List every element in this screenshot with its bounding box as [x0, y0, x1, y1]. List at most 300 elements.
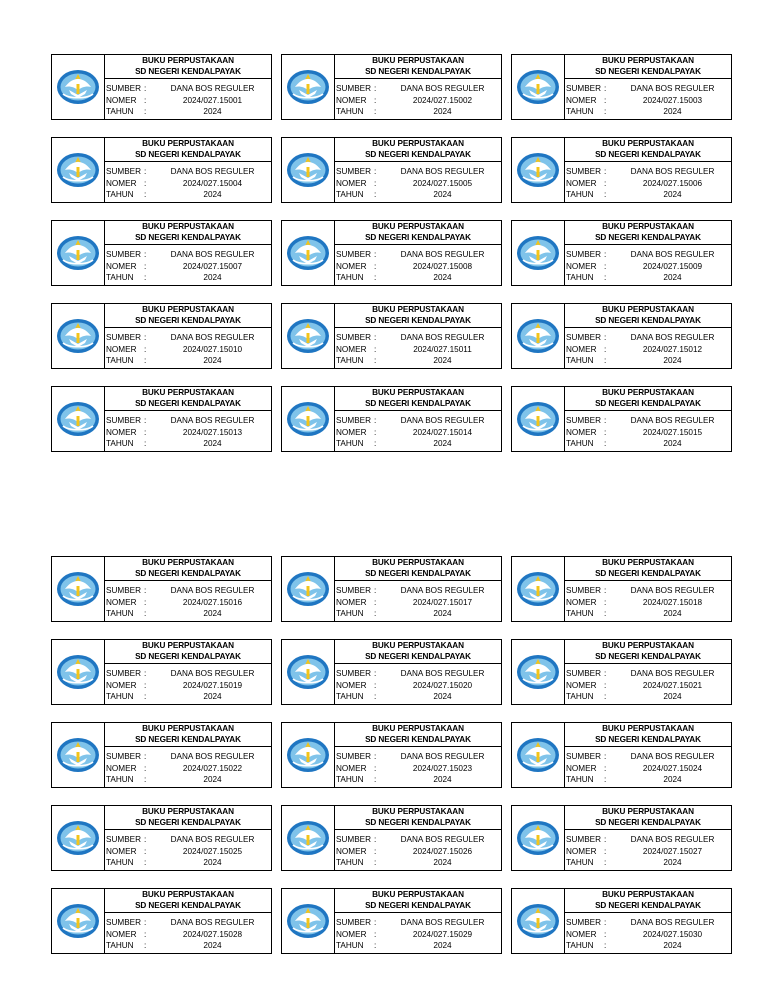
tut-wuri-handayani-logo-icon: [55, 819, 101, 857]
tahun-row: [105, 691, 271, 703]
nomer-row: [565, 597, 731, 609]
library-title: BUKU PERPUSTAKAAN: [142, 558, 234, 567]
sumber-row: [565, 751, 731, 763]
nomer-value: 2024/027.15030: [642, 929, 703, 939]
sumber-key: SUMBER: [566, 586, 602, 596]
nomer-colon: :: [604, 344, 607, 354]
label-info: [565, 557, 731, 621]
nomer-key: NOMER: [336, 763, 367, 773]
tahun-value: 2024: [433, 190, 452, 200]
sumber-colon: :: [604, 84, 607, 94]
sumber-value: DANA BOS REGULER: [400, 84, 485, 94]
library-title: BUKU PERPUSTAKAAN: [602, 641, 694, 650]
tahun-value: 2024: [433, 273, 452, 283]
tahun-row: [335, 774, 501, 786]
sumber-colon: :: [144, 416, 147, 426]
tahun-value: 2024: [663, 692, 682, 702]
tahun-row: [335, 272, 501, 284]
sumber-row: [335, 834, 501, 846]
sumber-key: SUMBER: [566, 669, 602, 679]
sumber-key: SUMBER: [336, 918, 372, 928]
school-name: SD NEGERI KENDALPAYAK: [365, 817, 471, 827]
sumber-value: DANA BOS REGULER: [400, 167, 485, 177]
book-label: [281, 805, 502, 871]
label-info: [565, 304, 731, 368]
label-body: [335, 411, 501, 451]
school-name: SD NEGERI KENDALPAYAK: [595, 734, 701, 744]
sumber-row: [335, 668, 501, 680]
nomer-value: 2024/027.15026: [412, 846, 473, 856]
tahun-value: 2024: [433, 107, 452, 117]
label-body: [335, 328, 501, 368]
sumber-value: DANA BOS REGULER: [400, 835, 485, 845]
sumber-value: DANA BOS REGULER: [400, 250, 485, 260]
label-body: [335, 913, 501, 953]
tahun-key: TAHUN: [566, 775, 594, 785]
label-body: [565, 245, 731, 285]
nomer-value: 2024/027.15017: [412, 597, 473, 607]
sumber-value: DANA BOS REGULER: [170, 835, 255, 845]
book-label: [281, 639, 502, 705]
nomer-colon: :: [144, 178, 147, 188]
logo-cell: [512, 221, 565, 285]
sumber-row: [335, 415, 501, 427]
library-title: BUKU PERPUSTAKAAN: [372, 139, 464, 148]
nomer-row: [335, 95, 501, 107]
label-header: [105, 221, 271, 245]
nomer-row: [335, 597, 501, 609]
school-name: SD NEGERI KENDALPAYAK: [365, 66, 471, 76]
tahun-value: 2024: [663, 273, 682, 283]
library-title: BUKU PERPUSTAKAAN: [142, 890, 234, 899]
sumber-key: SUMBER: [336, 416, 372, 426]
nomer-key: NOMER: [106, 846, 137, 856]
sumber-row: [105, 668, 271, 680]
tahun-colon: :: [604, 107, 607, 117]
library-title: BUKU PERPUSTAKAAN: [372, 558, 464, 567]
tahun-colon: :: [144, 356, 147, 366]
label-info: [335, 138, 501, 202]
tut-wuri-handayani-logo-icon: [515, 234, 561, 272]
nomer-colon: :: [374, 178, 377, 188]
nomer-colon: :: [144, 763, 147, 773]
school-name: SD NEGERI KENDALPAYAK: [595, 900, 701, 910]
label-body: [105, 245, 271, 285]
tahun-colon: :: [604, 858, 607, 868]
label-info: [335, 55, 501, 119]
tahun-colon: :: [604, 692, 607, 702]
sumber-key: SUMBER: [566, 416, 602, 426]
label-info: [335, 221, 501, 285]
sumber-row: [335, 83, 501, 95]
nomer-value: 2024/027.15014: [412, 427, 473, 437]
label-header: [105, 387, 271, 411]
label-header: [105, 557, 271, 581]
tut-wuri-handayani-logo-icon: [285, 736, 331, 774]
tahun-key: TAHUN: [566, 107, 594, 117]
school-name: SD NEGERI KENDALPAYAK: [135, 734, 241, 744]
tahun-value: 2024: [203, 775, 222, 785]
label-info: [335, 557, 501, 621]
library-title: BUKU PERPUSTAKAAN: [602, 807, 694, 816]
tahun-row: [105, 940, 271, 952]
nomer-key: NOMER: [106, 344, 137, 354]
logo-cell: [512, 889, 565, 953]
tahun-colon: :: [374, 858, 377, 868]
tahun-row: [335, 940, 501, 952]
tahun-row: [335, 608, 501, 620]
label-body: [335, 830, 501, 870]
label-body: [335, 245, 501, 285]
nomer-key: NOMER: [566, 261, 597, 271]
sumber-value: DANA BOS REGULER: [170, 84, 255, 94]
nomer-key: NOMER: [336, 95, 367, 105]
library-title: BUKU PERPUSTAKAAN: [142, 139, 234, 148]
tahun-row: [565, 691, 731, 703]
label-body: [565, 830, 731, 870]
sumber-row: [565, 415, 731, 427]
nomer-row: [105, 178, 271, 190]
label-header: [565, 723, 731, 747]
sumber-colon: :: [604, 333, 607, 343]
nomer-colon: :: [604, 763, 607, 773]
label-info: [105, 304, 271, 368]
nomer-value: 2024/027.15004: [182, 178, 243, 188]
school-name: SD NEGERI KENDALPAYAK: [135, 900, 241, 910]
tahun-key: TAHUN: [566, 941, 594, 951]
sumber-colon: :: [604, 918, 607, 928]
label-info: [565, 387, 731, 451]
sumber-colon: :: [604, 167, 607, 177]
sumber-value: DANA BOS REGULER: [400, 416, 485, 426]
sumber-row: [565, 83, 731, 95]
nomer-row: [565, 846, 731, 858]
tahun-key: TAHUN: [336, 692, 364, 702]
library-title: BUKU PERPUSTAKAAN: [372, 305, 464, 314]
library-title: BUKU PERPUSTAKAAN: [142, 807, 234, 816]
sumber-key: SUMBER: [106, 333, 142, 343]
tahun-colon: :: [374, 273, 377, 283]
label-info: [565, 221, 731, 285]
school-name: SD NEGERI KENDALPAYAK: [365, 398, 471, 408]
tahun-colon: :: [604, 273, 607, 283]
tahun-colon: :: [604, 439, 607, 449]
library-title: BUKU PERPUSTAKAAN: [372, 222, 464, 231]
tahun-row: [335, 189, 501, 201]
label-header: [335, 640, 501, 664]
tahun-row: [105, 774, 271, 786]
library-title: BUKU PERPUSTAKAAN: [602, 305, 694, 314]
book-label: [511, 888, 732, 954]
sumber-colon: :: [604, 752, 607, 762]
sumber-key: SUMBER: [566, 84, 602, 94]
nomer-key: NOMER: [566, 846, 597, 856]
nomer-row: [565, 344, 731, 356]
sumber-colon: :: [374, 752, 377, 762]
tahun-colon: :: [144, 941, 147, 951]
nomer-key: NOMER: [336, 929, 367, 939]
sumber-row: [335, 917, 501, 929]
sumber-value: DANA BOS REGULER: [400, 669, 485, 679]
tahun-row: [105, 189, 271, 201]
sumber-key: SUMBER: [566, 918, 602, 928]
label-body: [565, 581, 731, 621]
label-header: [565, 640, 731, 664]
sumber-key: SUMBER: [336, 250, 372, 260]
school-name: SD NEGERI KENDALPAYAK: [135, 398, 241, 408]
school-name: SD NEGERI KENDALPAYAK: [135, 651, 241, 661]
tut-wuri-handayani-logo-icon: [55, 902, 101, 940]
nomer-value: 2024/027.15023: [412, 763, 473, 773]
book-label: [51, 54, 272, 120]
tahun-colon: :: [144, 858, 147, 868]
nomer-row: [565, 427, 731, 439]
label-sheet-top: [51, 54, 732, 452]
library-title: BUKU PERPUSTAKAAN: [602, 388, 694, 397]
nomer-value: 2024/027.15024: [642, 763, 703, 773]
nomer-row: [335, 427, 501, 439]
nomer-colon: :: [374, 763, 377, 773]
sumber-row: [565, 332, 731, 344]
school-name: SD NEGERI KENDALPAYAK: [135, 66, 241, 76]
school-name: SD NEGERI KENDALPAYAK: [365, 568, 471, 578]
school-name: SD NEGERI KENDALPAYAK: [595, 398, 701, 408]
tut-wuri-handayani-logo-icon: [285, 68, 331, 106]
tahun-colon: :: [374, 190, 377, 200]
school-name: SD NEGERI KENDALPAYAK: [595, 315, 701, 325]
sumber-key: SUMBER: [106, 416, 142, 426]
book-label: [51, 722, 272, 788]
sumber-row: [335, 249, 501, 261]
tahun-key: TAHUN: [106, 439, 134, 449]
sumber-key: SUMBER: [336, 752, 372, 762]
nomer-value: 2024/027.15025: [182, 846, 243, 856]
tahun-key: TAHUN: [566, 356, 594, 366]
sumber-row: [335, 585, 501, 597]
sumber-value: DANA BOS REGULER: [170, 167, 255, 177]
label-info: [565, 889, 731, 953]
sumber-row: [335, 751, 501, 763]
tahun-colon: :: [374, 941, 377, 951]
label-info: [565, 723, 731, 787]
book-label: [281, 386, 502, 452]
sumber-colon: :: [374, 333, 377, 343]
library-title: BUKU PERPUSTAKAAN: [142, 56, 234, 65]
nomer-value: 2024/027.15020: [412, 680, 473, 690]
sumber-row: [565, 166, 731, 178]
logo-cell: [52, 723, 105, 787]
sumber-key: SUMBER: [106, 752, 142, 762]
sumber-key: SUMBER: [566, 167, 602, 177]
sumber-value: DANA BOS REGULER: [400, 333, 485, 343]
label-header: [335, 304, 501, 328]
library-title: BUKU PERPUSTAKAAN: [602, 139, 694, 148]
label-body: [565, 664, 731, 704]
label-header: [105, 640, 271, 664]
tahun-key: TAHUN: [106, 356, 134, 366]
sumber-colon: :: [374, 918, 377, 928]
nomer-row: [105, 680, 271, 692]
label-body: [105, 664, 271, 704]
library-title: BUKU PERPUSTAKAAN: [372, 807, 464, 816]
book-label: [281, 556, 502, 622]
nomer-colon: :: [374, 344, 377, 354]
tahun-colon: :: [144, 273, 147, 283]
library-title: BUKU PERPUSTAKAAN: [142, 305, 234, 314]
sumber-value: DANA BOS REGULER: [630, 586, 715, 596]
book-label: [511, 805, 732, 871]
logo-cell: [52, 557, 105, 621]
library-title: BUKU PERPUSTAKAAN: [602, 890, 694, 899]
label-info: [105, 221, 271, 285]
logo-cell: [512, 806, 565, 870]
logo-cell: [52, 304, 105, 368]
sumber-value: DANA BOS REGULER: [170, 752, 255, 762]
nomer-value: 2024/027.15008: [412, 261, 473, 271]
tahun-colon: :: [374, 609, 377, 619]
tahun-row: [565, 774, 731, 786]
label-header: [105, 889, 271, 913]
nomer-colon: :: [604, 929, 607, 939]
library-title: BUKU PERPUSTAKAAN: [602, 56, 694, 65]
tut-wuri-handayani-logo-icon: [285, 234, 331, 272]
nomer-colon: :: [374, 261, 377, 271]
nomer-value: 2024/027.15019: [182, 680, 243, 690]
sumber-key: SUMBER: [336, 84, 372, 94]
tahun-row: [105, 355, 271, 367]
nomer-row: [105, 95, 271, 107]
label-body: [105, 162, 271, 202]
tahun-key: TAHUN: [336, 107, 364, 117]
label-body: [565, 328, 731, 368]
tut-wuri-handayani-logo-icon: [515, 653, 561, 691]
book-label: [281, 888, 502, 954]
label-info: [105, 889, 271, 953]
nomer-value: 2024/027.15027: [642, 846, 703, 856]
sumber-colon: :: [144, 586, 147, 596]
book-label: [281, 303, 502, 369]
nomer-row: [565, 261, 731, 273]
sumber-colon: :: [144, 669, 147, 679]
tahun-colon: :: [604, 190, 607, 200]
nomer-row: [565, 929, 731, 941]
tahun-value: 2024: [663, 775, 682, 785]
sumber-colon: :: [374, 416, 377, 426]
book-label: [511, 54, 732, 120]
tahun-key: TAHUN: [336, 858, 364, 868]
tahun-colon: :: [144, 609, 147, 619]
sumber-row: [105, 249, 271, 261]
tahun-key: TAHUN: [566, 273, 594, 283]
nomer-key: NOMER: [566, 929, 597, 939]
tahun-value: 2024: [203, 439, 222, 449]
label-info: [335, 806, 501, 870]
tahun-colon: :: [144, 692, 147, 702]
label-body: [565, 747, 731, 787]
sumber-key: SUMBER: [106, 586, 142, 596]
sumber-row: [105, 917, 271, 929]
sumber-key: SUMBER: [106, 167, 142, 177]
nomer-colon: :: [604, 95, 607, 105]
book-label: [511, 220, 732, 286]
label-body: [335, 747, 501, 787]
nomer-key: NOMER: [566, 763, 597, 773]
sumber-key: SUMBER: [566, 752, 602, 762]
sumber-row: [105, 332, 271, 344]
sumber-value: DANA BOS REGULER: [630, 835, 715, 845]
sumber-colon: :: [144, 752, 147, 762]
book-label: [511, 137, 732, 203]
tahun-value: 2024: [433, 356, 452, 366]
library-title: BUKU PERPUSTAKAAN: [372, 388, 464, 397]
book-label: [51, 137, 272, 203]
nomer-key: NOMER: [336, 680, 367, 690]
tahun-key: TAHUN: [106, 609, 134, 619]
book-label: [51, 303, 272, 369]
tut-wuri-handayani-logo-icon: [515, 902, 561, 940]
label-info: [565, 138, 731, 202]
tahun-value: 2024: [433, 858, 452, 868]
sumber-value: DANA BOS REGULER: [400, 752, 485, 762]
label-header: [565, 138, 731, 162]
tahun-key: TAHUN: [336, 775, 364, 785]
sumber-row: [565, 585, 731, 597]
nomer-value: 2024/027.15010: [182, 344, 243, 354]
nomer-row: [105, 929, 271, 941]
tahun-value: 2024: [663, 858, 682, 868]
tahun-row: [105, 608, 271, 620]
sumber-colon: :: [374, 250, 377, 260]
sumber-value: DANA BOS REGULER: [630, 918, 715, 928]
nomer-colon: :: [144, 929, 147, 939]
label-header: [565, 889, 731, 913]
tahun-value: 2024: [433, 609, 452, 619]
book-label: [51, 805, 272, 871]
nomer-colon: :: [144, 427, 147, 437]
logo-cell: [52, 387, 105, 451]
tahun-key: TAHUN: [336, 356, 364, 366]
nomer-key: NOMER: [106, 178, 137, 188]
sumber-key: SUMBER: [336, 333, 372, 343]
label-info: [335, 640, 501, 704]
book-label: [281, 220, 502, 286]
nomer-value: 2024/027.15011: [413, 344, 472, 354]
sumber-row: [335, 166, 501, 178]
book-label: [511, 722, 732, 788]
nomer-colon: :: [144, 344, 147, 354]
nomer-key: NOMER: [336, 427, 367, 437]
tahun-value: 2024: [663, 190, 682, 200]
logo-cell: [282, 723, 335, 787]
book-label: [281, 137, 502, 203]
logo-cell: [512, 640, 565, 704]
label-header: [565, 221, 731, 245]
nomer-colon: :: [604, 680, 607, 690]
library-title: BUKU PERPUSTAKAAN: [142, 222, 234, 231]
nomer-row: [565, 680, 731, 692]
library-title: BUKU PERPUSTAKAAN: [372, 641, 464, 650]
sumber-colon: :: [604, 835, 607, 845]
tahun-key: TAHUN: [106, 190, 134, 200]
school-name: SD NEGERI KENDALPAYAK: [365, 149, 471, 159]
nomer-value: 2024/027.15009: [642, 261, 703, 271]
nomer-colon: :: [144, 95, 147, 105]
nomer-key: NOMER: [336, 344, 367, 354]
nomer-value: 2024/027.15001: [182, 95, 243, 105]
sumber-key: SUMBER: [566, 250, 602, 260]
library-title: BUKU PERPUSTAKAAN: [372, 890, 464, 899]
nomer-value: 2024/027.15016: [182, 597, 243, 607]
